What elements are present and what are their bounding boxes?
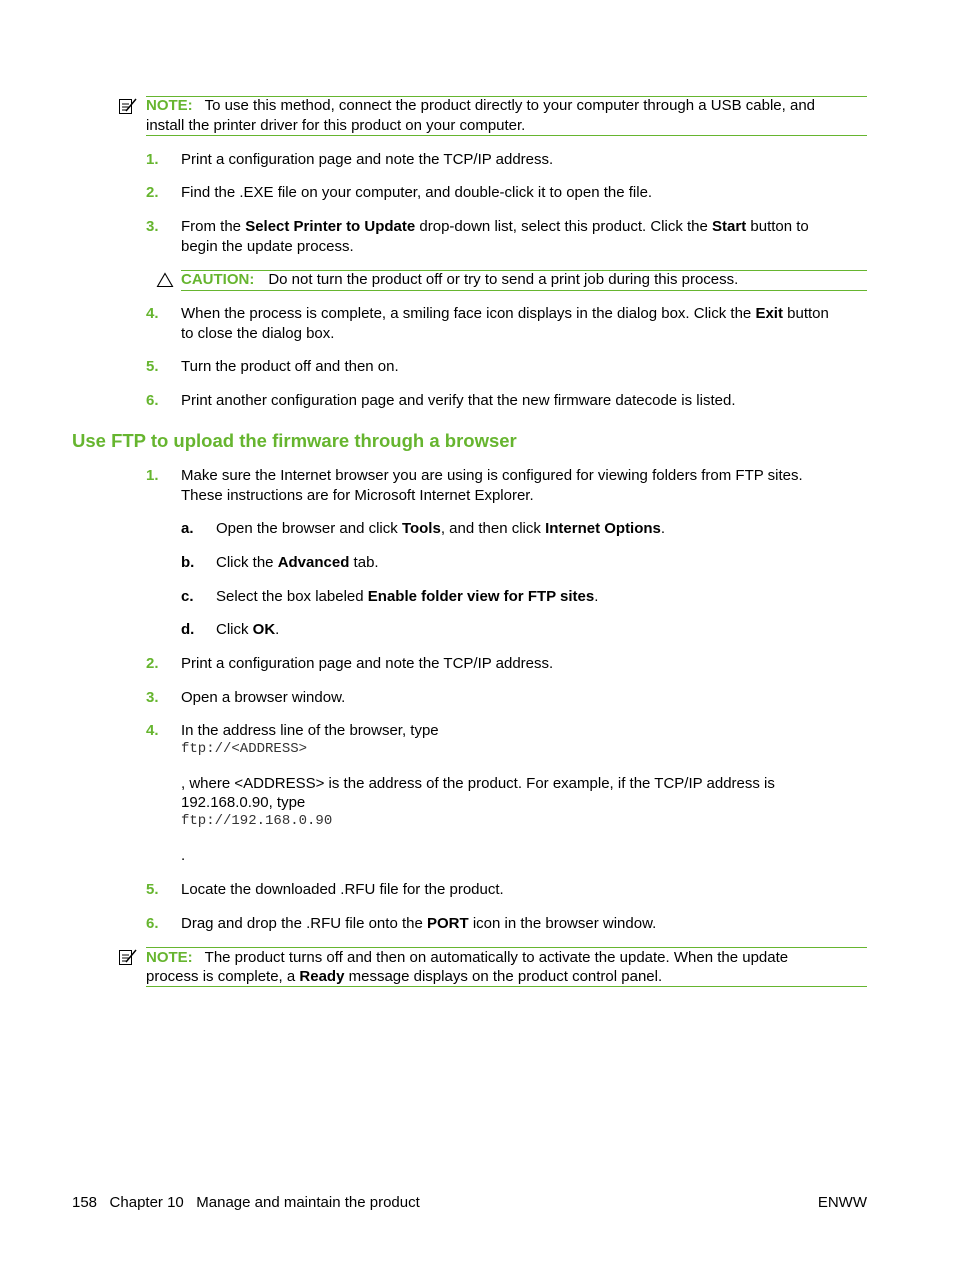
- page-number: 158: [72, 1194, 98, 1211]
- ui-term: Tools: [401, 520, 441, 537]
- footer-left: [72, 1193, 420, 1213]
- text-run: button to: [746, 218, 809, 235]
- note-icon: [118, 948, 138, 972]
- substep-text: [216, 620, 866, 640]
- text-run: Open the browser and click: [216, 520, 402, 537]
- text-run: , and then click: [440, 520, 546, 537]
- substep-letter: b.: [181, 554, 195, 571]
- step-number: 3.: [146, 689, 159, 706]
- ui-term: Enable folder view for FTP sites: [367, 588, 595, 605]
- step-text: .: [181, 847, 186, 864]
- ui-term: PORT: [426, 915, 469, 932]
- note2-text: The product turns off and then on automatically to activate the update. When the update: [204, 949, 789, 966]
- text-run: Drag and drop the .RFU file onto the: [181, 915, 427, 932]
- note1-text: To use this method, connect the product directly to your computer through a USB cable, and: [204, 97, 816, 114]
- note2-line2: [146, 967, 662, 987]
- text-run: Click: [216, 621, 253, 638]
- substep-letter: d.: [181, 621, 195, 638]
- text-run: .: [660, 520, 666, 537]
- ui-term: Ready: [299, 968, 345, 985]
- step-number: 5.: [146, 358, 159, 375]
- text-run: icon in the browser window.: [468, 915, 657, 932]
- step-number: 6.: [146, 392, 159, 409]
- step-number: 4.: [146, 722, 159, 739]
- text-run: From the: [181, 218, 246, 235]
- text-run: message displays on the product control panel.: [344, 968, 663, 985]
- step-text: [181, 304, 871, 343]
- step-number: 2.: [146, 655, 159, 672]
- note2-bottom-rule: [146, 986, 867, 987]
- text-run: Make sure the Internet browser you are using is configured for viewing folders from FTP sites.: [181, 467, 803, 484]
- step-number: 3.: [146, 218, 159, 235]
- text-run: to close the dialog box.: [181, 324, 335, 342]
- step-number: 5.: [146, 881, 159, 898]
- text-run: process is complete, a: [146, 968, 300, 985]
- text-run: Select the box labeled: [216, 588, 368, 605]
- note2-line1: [146, 948, 788, 968]
- ui-term: Start: [712, 218, 747, 235]
- step-text: 192.168.0.90, type: [181, 794, 306, 811]
- caution-bottom-rule: [181, 290, 867, 291]
- substep-text: [216, 519, 866, 539]
- chapter-label: Chapter 10: [109, 1194, 184, 1211]
- text-run: drop-down list, select this product. Click the: [415, 218, 713, 235]
- step-text: Print a configuration page and note the TCP/IP address.: [181, 151, 554, 168]
- caution-text: [181, 270, 738, 290]
- substep-text: [216, 553, 866, 573]
- step-text: Open a browser window.: [181, 689, 346, 706]
- note-label: NOTE:: [146, 97, 193, 114]
- caution-label: CAUTION:: [181, 271, 255, 288]
- note-label: NOTE:: [146, 949, 193, 966]
- ui-term: Internet Options: [545, 520, 661, 537]
- substep-letter: a.: [181, 520, 194, 537]
- caution-body: Do not turn the product off or try to send a print job during this process.: [268, 271, 739, 288]
- step-text: Locate the downloaded .RFU file for the product.: [181, 881, 504, 898]
- note1-bottom-rule: [146, 135, 867, 136]
- ui-term: Exit: [755, 305, 783, 322]
- substep-letter: c.: [181, 588, 194, 605]
- text-run: When the process is complete, a smiling face icon displays in the dialog box. Click the: [181, 305, 756, 322]
- text-run: button: [782, 305, 829, 322]
- code-sample: ftp://<ADDRESS>: [181, 741, 308, 757]
- step-text: , where <ADDRESS> is the address of the product. For example, if the TCP/IP address is: [181, 775, 775, 792]
- step-number: 1.: [146, 467, 159, 484]
- step-text: Turn the product off and then on.: [181, 358, 399, 375]
- code-sample: ftp://192.168.0.90: [181, 813, 333, 829]
- footer-right: ENWW: [817, 1194, 867, 1211]
- section-heading: Use FTP to upload the firmware through a browser: [72, 430, 517, 451]
- text-run: .: [594, 588, 599, 605]
- ui-term: Select Printer to Update: [245, 218, 416, 235]
- step-text: [181, 217, 871, 256]
- note1-line1: [146, 96, 871, 116]
- ui-term: OK: [252, 621, 276, 638]
- step-text: Print another configuration page and verify that the new firmware datecode is listed.: [181, 392, 736, 409]
- text-run: begin the update process.: [181, 237, 354, 255]
- ui-term: Advanced: [277, 554, 350, 571]
- step-number: 1.: [146, 151, 159, 168]
- step-text: Print a configuration page and note the TCP/IP address.: [181, 655, 554, 672]
- note-icon: [118, 97, 138, 121]
- note1-line2: install the printer driver for this product on your computer.: [146, 117, 526, 134]
- step-number: 6.: [146, 915, 159, 932]
- text-run: .: [275, 621, 280, 638]
- step-number: 4.: [146, 305, 159, 322]
- substep-text: [216, 587, 866, 607]
- text-run: Click the: [216, 554, 278, 571]
- chapter-title: Manage and maintain the product: [196, 1194, 420, 1211]
- text-run: These instructions are for Microsoft Internet Explorer.: [181, 486, 534, 504]
- step-text: Find the .EXE file on your computer, and double-click it to open the file.: [181, 184, 653, 201]
- step-text: [181, 914, 871, 934]
- text-run: tab.: [349, 554, 379, 571]
- caution-triangle-icon: [156, 272, 174, 294]
- step-number: 2.: [146, 184, 159, 201]
- step-text: In the address line of the browser, type: [181, 722, 439, 739]
- step-text: [181, 466, 871, 505]
